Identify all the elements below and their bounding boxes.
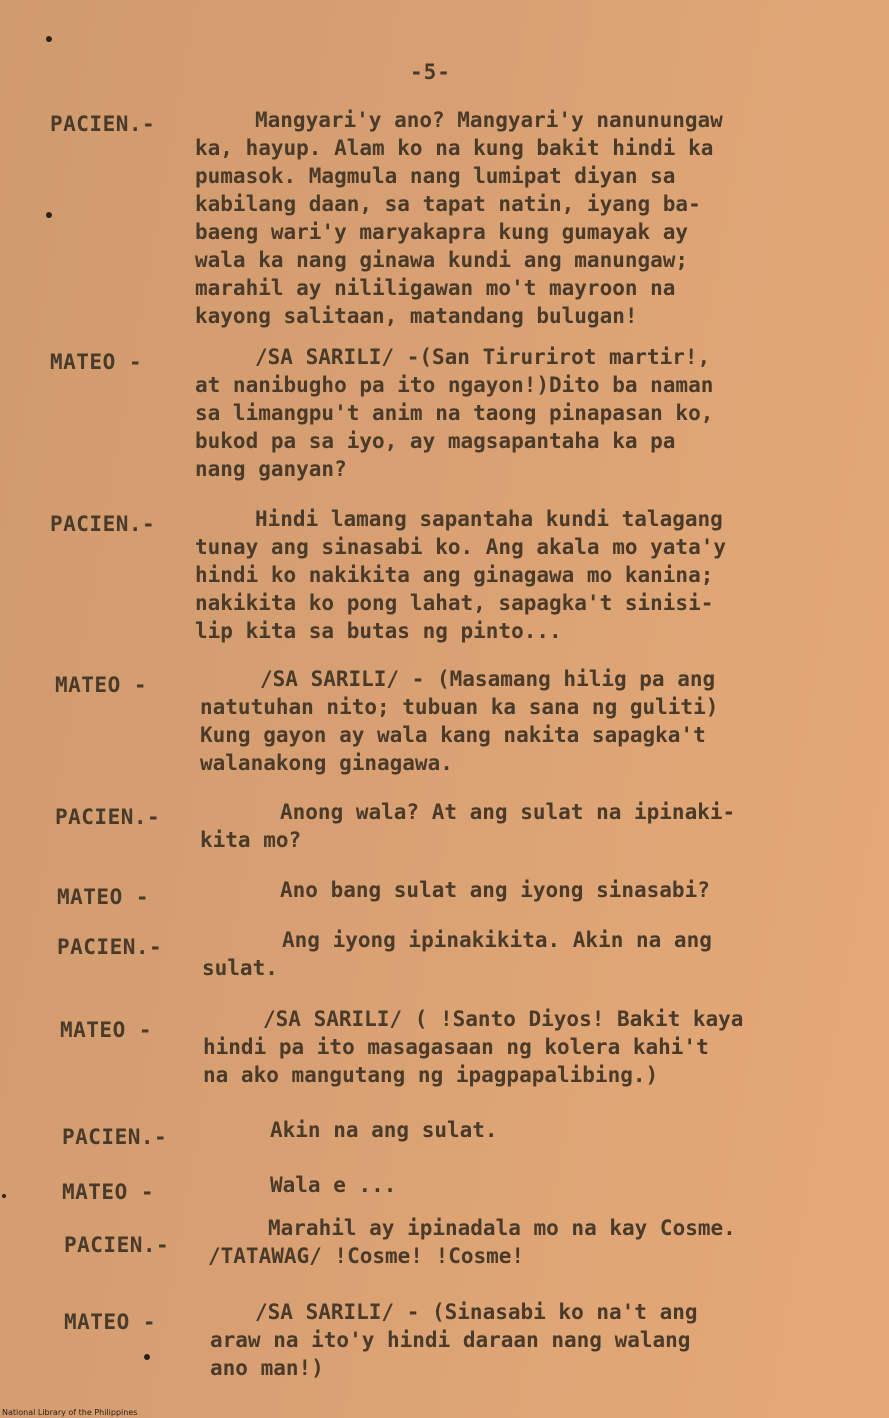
dialogue-line: /TATAWAG/ !Cosme! !Cosme! <box>208 1244 525 1268</box>
dialogue-line: Anong wala? At ang sulat na ipinaki- <box>280 800 736 824</box>
dialogue-line: tunay ang sinasabi ko. Ang akala mo yata'y <box>195 535 727 559</box>
speaker-label: MATEO - <box>57 885 150 909</box>
speaker-label: MATEO - <box>62 1180 155 1204</box>
dialogue-block <box>195 106 860 330</box>
speaker-label: MATEO - <box>50 350 143 374</box>
dialogue-line: sa limangpu't anim na taong pinapasan ko, <box>195 401 714 425</box>
dialogue-line: Akin na ang sulat. <box>270 1118 498 1142</box>
dialogue-block <box>200 665 865 777</box>
speaker-label: PACIEN.- <box>50 512 156 536</box>
dialogue-block <box>203 1005 868 1089</box>
page-number: -5- <box>410 60 451 84</box>
dialogue-line: lip kita sa butas ng pinto... <box>195 619 562 643</box>
speaker-label: PACIEN.- <box>64 1233 170 1257</box>
dialogue-block <box>200 798 865 854</box>
dialogue-line: kita mo? <box>200 828 302 852</box>
dialogue-block <box>210 1298 875 1382</box>
dialogue-line: at nanibugho pa ito ngayon!)Dito ba naman <box>195 373 714 397</box>
speaker-label: MATEO - <box>64 1310 157 1334</box>
dialogue-line: Hindi lamang sapantaha kundi talagang <box>255 507 723 531</box>
dialogue-line: nang ganyan? <box>195 457 347 481</box>
dialogue-line: Mangyari'y ano? Mangyari'y nanunungaw <box>255 108 723 132</box>
dialogue-line: kayong salitaan, matandang bulugan! <box>195 304 638 328</box>
dialogue-line: sulat. <box>202 956 278 980</box>
dialogue-line: ano man!) <box>210 1356 324 1380</box>
dialogue-line: walanakong ginagawa. <box>200 751 453 775</box>
dialogue-line: araw na ito'y hindi daraan nang walang <box>210 1328 691 1352</box>
punch-dot <box>2 1194 6 1198</box>
speaker-label: MATEO - <box>55 673 148 697</box>
speaker-label: MATEO - <box>60 1018 153 1042</box>
footer-credit: National Library of the Philippines <box>2 1408 138 1417</box>
dialogue-line: hindi pa ito masagasaan ng kolera kahi't <box>203 1035 709 1059</box>
dialogue-line: bukod pa sa iyo, ay magsapantaha ka pa <box>195 429 676 453</box>
punch-dot <box>46 212 52 218</box>
dialogue-line: Wala e ... <box>270 1173 397 1197</box>
dialogue-block <box>200 876 865 904</box>
speaker-label: PACIEN.- <box>55 805 161 829</box>
punch-dot <box>144 1354 150 1360</box>
dialogue-block <box>202 926 867 982</box>
speaker-label: PACIEN.- <box>62 1125 168 1149</box>
dialogue-block <box>195 343 860 483</box>
dialogue-line: /SA SARILI/ -(San Tirurirot martir!, <box>255 345 711 369</box>
dialogue-line: ka, hayup. Alam ko na kung bakit hindi ka <box>195 136 714 160</box>
dialogue-line: kabilang daan, sa tapat natin, iyang ba- <box>195 192 701 216</box>
dialogue-line: hindi ko nakikita ang ginagawa mo kanina; <box>195 563 714 587</box>
dialogue-block <box>195 505 860 645</box>
dialogue-block <box>205 1171 870 1199</box>
dialogue-line: wala ka nang ginawa kundi ang manungaw; <box>195 248 689 272</box>
dialogue-block <box>208 1214 873 1270</box>
punch-dot <box>46 36 52 42</box>
dialogue-line: nakikita ko pong lahat, sapagka't sinisi- <box>195 591 714 615</box>
dialogue-line: baeng wari'y maryakapra kung gumayak ay <box>195 220 689 244</box>
dialogue-line: /SA SARILI/ ( !Santo Diyos! Bakit kaya <box>263 1007 744 1031</box>
dialogue-line: pumasok. Magmula nang lumipat diyan sa <box>195 164 676 188</box>
dialogue-line: na ako mangutang ng ipagpapalibing.) <box>203 1063 659 1087</box>
dialogue-line: Ang iyong ipinakikita. Akin na ang <box>282 928 712 952</box>
dialogue-line: Ano bang sulat ang iyong sinasabi? <box>280 878 710 902</box>
speaker-label: PACIEN.- <box>50 112 156 136</box>
dialogue-line: natutuhan nito; tubuan ka sana ng guliti) <box>200 695 719 719</box>
dialogue-line: Kung gayon ay wala kang nakita sapagka't <box>200 723 706 747</box>
dialogue-line: marahil ay nililigawan mo't mayroon na <box>195 276 676 300</box>
speaker-label: PACIEN.- <box>57 935 163 959</box>
dialogue-line: /SA SARILI/ - (Masamang hilig pa ang <box>260 667 716 691</box>
dialogue-line: Marahil ay ipinadala mo na kay Cosme. <box>268 1216 736 1240</box>
dialogue-block <box>205 1116 870 1144</box>
dialogue-line: /SA SARILI/ - (Sinasabi ko na't ang <box>255 1300 698 1324</box>
